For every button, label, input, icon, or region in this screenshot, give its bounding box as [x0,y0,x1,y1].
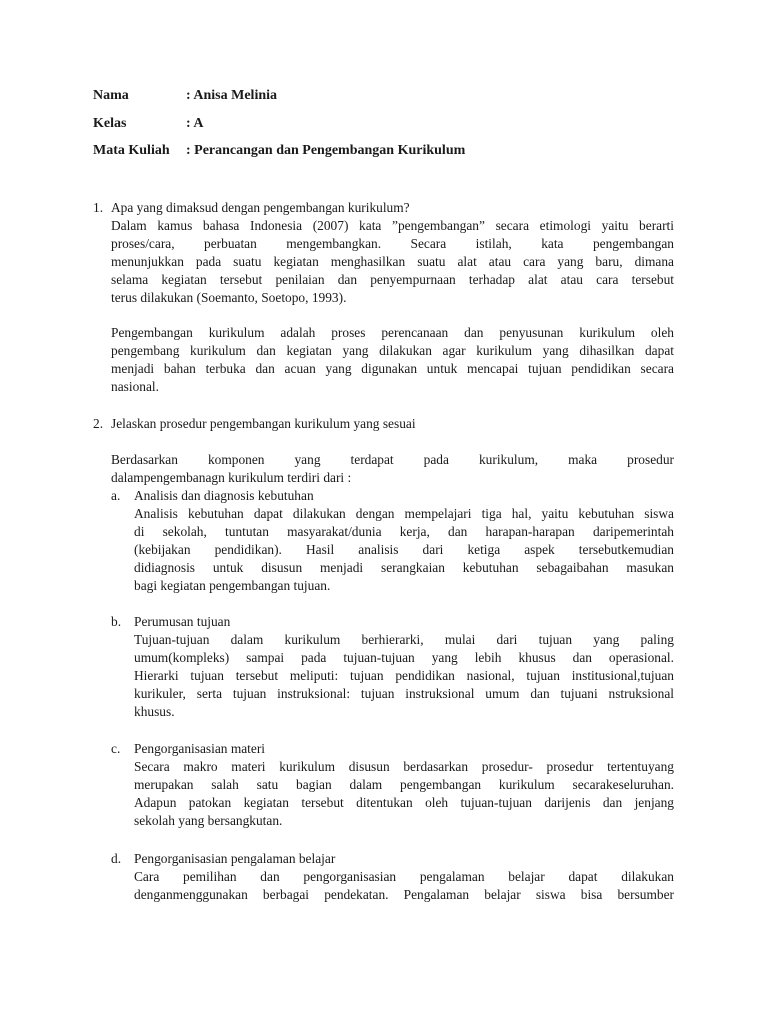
matkul-label: Mata Kuliah [93,143,170,158]
kelas-value: : A [186,116,204,131]
q1-p1-line: selama kegiatan tersebut penilaian dan penyempurnaan terhadap alat atau cara tersebut [111,272,674,287]
q1-p1-line: menunjukkan pada suatu kegiatan menghasilkan suatu alat atau cara yang baru, dimana [111,254,674,269]
item-b-line: khusus. [134,704,175,719]
q2-question: Jelaskan prosedur pengembangan kurikulum yang sesuai [111,416,416,431]
q2-intro-line: Berdasarkan komponen yang terdapat pada kurikulum, maka prosedur [111,452,674,467]
item-a-line: di sekolah, tuntutan masyarakat/dunia kerja, dan harapan-harapan daripemerintah [134,524,674,539]
item-c-line: Secara makro materi kurikulum disusun berdasarkan prosedur- prosedur tertentuyang [134,759,674,774]
item-c-line: merupakan salah satu bagian dalam pengembangan kurikulum secarakeseluruhan. [134,777,674,792]
item-b-marker: b. [111,614,122,629]
item-c-line: sekolah yang bersangkutan. [134,813,283,828]
item-b-line: umum(kompleks) sampai pada tujuan-tujuan yang lebih khusus dan operasional. [134,650,674,665]
item-b-line: Hierarki tujuan tersebut meliputi: tujuan pendidikan nasional, tujuan institusional,tujuan [134,668,674,683]
item-d-marker: d. [111,851,122,866]
item-a-line: Analisis kebutuhan dapat dilakukan dengan mempelajari tiga hal, yaitu kebutuhan siswa [134,506,674,521]
item-d-title: Pengorganisasian pengalaman belajar [134,851,336,866]
q1-p2-line: pengembang kurikulum dan kegiatan yang dilakukan agar kurikulum yang dihasilkan dapat [111,343,674,358]
item-b-title: Perumusan tujuan [134,614,231,629]
item-a-line: (kebijakan pendidikan). Hasil analisis dari ketiga aspek tersebutkemudian [134,542,674,557]
item-d-line: Cara pemilihan dan pengorganisasian pengalaman belajar dapat dilakukan [134,869,674,884]
nama-label: Nama [93,88,129,103]
item-a-title: Analisis dan diagnosis kebutuhan [134,488,314,503]
item-a-marker: a. [111,488,121,503]
q1-p1-line: proses/cara, perbuatan mengembangkan. Secara istilah, kata pengembangan [111,236,674,251]
item-d-line: denganmenggunakan berbagai pendekatan. Pengalaman belajar siswa bisa bersumber [134,887,674,902]
item-c-marker: c. [111,741,121,756]
matkul-value: : Perancangan dan Pengembangan Kurikulum [186,143,466,158]
q2-number: 2. [93,416,104,431]
item-c-line: Adapun patokan kegiatan tersebut ditentukan oleh tujuan-tujuan darijenis dan jenjang [134,795,674,810]
q1-number: 1. [93,200,104,215]
item-c-title: Pengorganisasian materi [134,741,266,756]
q2-intro-line: dalampengembanagn kurikulum terdiri dari : [111,470,352,485]
item-b-line: kurikuler, serta tujuan instruksional: tujuan instruksional umum dan tujuani nstruksional [134,686,674,701]
item-a-line: bagi kegiatan pengembangan tujuan. [134,578,331,593]
item-b-line: Tujuan-tujuan dalam kurikulum berhierarki, mulai dari tujuan yang paling [134,632,674,647]
q1-p1-line: terus dilakukan (Soemanto, Soetopo, 1993). [111,290,347,305]
kelas-label: Kelas [93,116,127,131]
q1-p2-line: nasional. [111,379,159,394]
nama-value: : Anisa Melinia [186,88,278,103]
item-a-line: didiagnosis untuk disusun menjadi serangkaian kebutuhan sebagaibahan masukan [134,560,674,575]
q1-p1-line: Dalam kamus bahasa Indonesia (2007) kata ”pengembangan” secara etimologi yaitu berarti [111,218,674,233]
q1-p2-line: Pengembangan kurikulum adalah proses perencanaan dan penyusunan kurikulum oleh [111,325,674,340]
q1-question: Apa yang dimaksud dengan pengembangan kurikulum? [111,200,410,215]
q1-p2-line: menjadi bahan terbuka dan acuan yang digunakan untuk mencapai tujuan pendidikan secara [111,361,674,376]
